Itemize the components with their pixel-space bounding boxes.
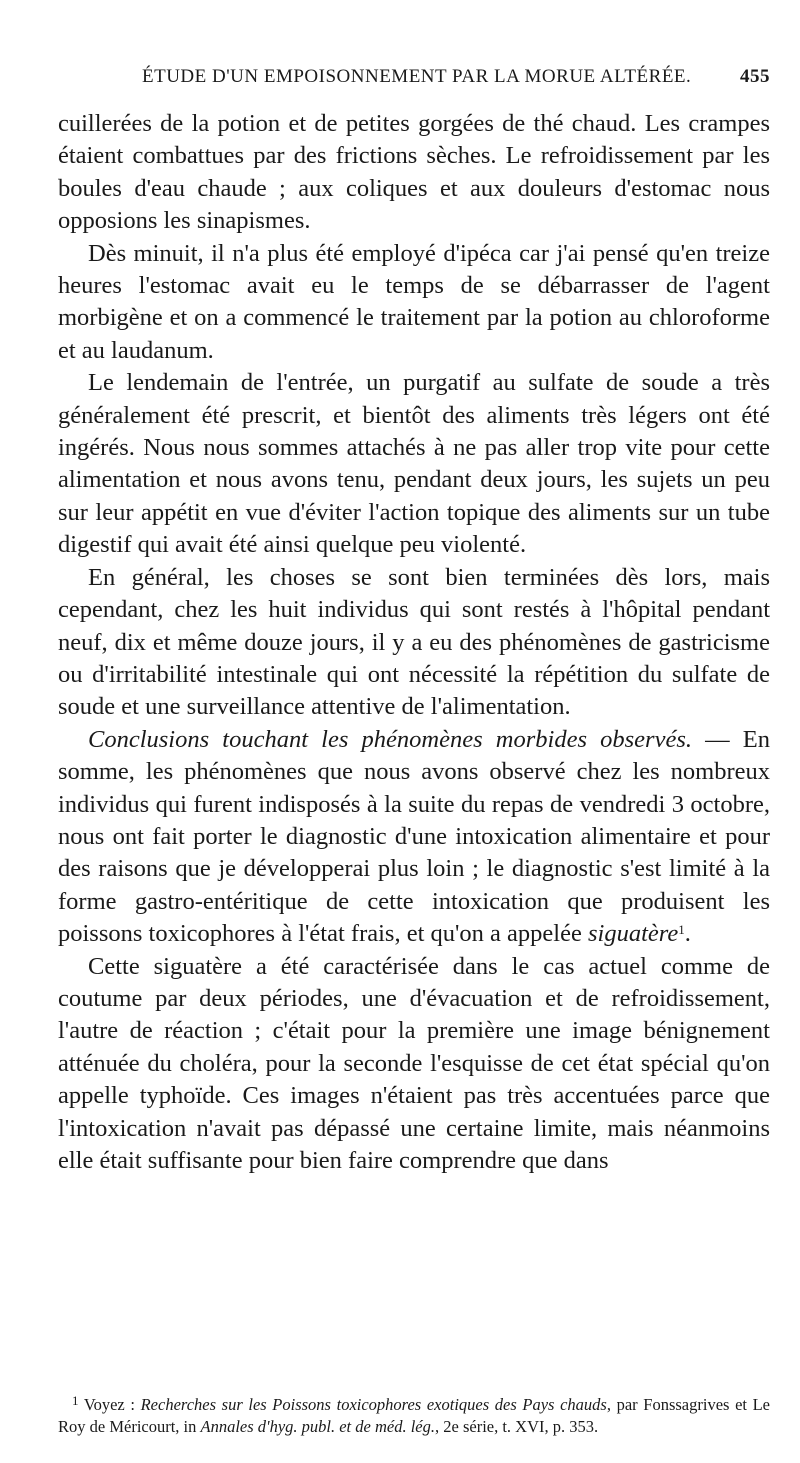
running-title: ÉTUDE D'UN EMPOISONNEMENT PAR LA MORUE ALTÉRÉE. [142, 66, 692, 87]
footnote-authors: , par Fonssagrives et Le Roy de Méricourt, in [58, 1395, 771, 1436]
paragraph-conclusions [58, 724, 770, 951]
footnote-journal: Annales d'hyg. publ. et de méd. lég. [200, 1416, 435, 1436]
footnote-title: Recherches sur les Poissons toxicophores exotiques des Pays chauds [140, 1395, 607, 1414]
paragraph-minuit: Dès minuit, il n'a plus été employé d'ipéca car j'ai pensé qu'en treize heures l'estomac avait eu le temps de se débarrasser de l'agent morbigène et on a commencé le traitement par la potion au chloroforme et au laudanum. [58, 239, 770, 364]
paragraph-siguatere: Cette siguatère a été caractérisée dans le cas actuel comme de coutume par deux périodes, une d'évacuation et de refroidissement, l'autre de réaction ; c'était pour la première une image bénignement atténuée du choléra, pour la seconde l'esquisse de cet état spécial qu'on appelle typhoïde. Ces images n'étaient pas très accentuées parce que l'intoxication n'avait pas dépassé une certaine limite, mais néanmoins elle était suffisante pour bien faire comprendre que dans [58, 952, 770, 1174]
paragraph-general: En général, les choses se sont bien terminées dès lors, mais cependant, chez les huit individus qui sont restés à l'hôpital pendant neuf, dix et même douze jours, il y a eu des phénomènes de gastricisme ou d'irritabilité intestinale qui ont nécessité la répétition du sulfate de soude et une surveillance attentive de l'alimentation. [58, 563, 770, 721]
footnote-marker: 1 [72, 1393, 79, 1408]
conclusions-end: . [684, 920, 691, 948]
paragraph-lendemain: Le lendemain de l'entrée, un purgatif au sulfate de soude a très généralement été prescrit, et bientôt des aliments très légers ont été ingérés. Nous nous sommes attachés à ne pas aller trop vite pour cette alimentation et nous avons tenu, pendant deux jours, les sujets un peu sur leur appétit en vue d'éviter l'action topique des aliments sur un tube digestif qui avait été ainsi quelque peu violenté. [58, 369, 770, 559]
footnote-reference: 1 [678, 922, 685, 938]
footnote-lead: Voyez : [78, 1395, 141, 1414]
conclusions-heading: Conclusions touchant les phénomènes morbides observés. [88, 725, 692, 753]
page-header [118, 64, 770, 94]
siguatere-term: siguatère [587, 920, 679, 948]
paragraph-continuation: cuillerées de la potion et de petites gorgées de thé chaud. Les crampes étaient combattues par des frictions sèches. Le refroidissement par les boules d'eau chaude ; aux coliques et aux douleurs d'estomac nous opposions les sinapismes. [58, 110, 770, 235]
conclusions-text: — En somme, les phénomènes que nous avons observé chez les nombreux individus qui furent indisposés à la suite du repas de vendredi 3 octobre, nous ont fait porter le diagnostic d'une intoxication alimentaire et pour des raisons que je développerai plus loin ; le diagnostic s'est limité à la forme gastro-entéritique de cette intoxication que produisent les poissons toxicophores à l'état frais, et qu'on a appelée [58, 725, 770, 948]
footnote [58, 1394, 770, 1437]
page-number: 455 [740, 66, 770, 87]
body-text [58, 108, 770, 1177]
footnote-details: , 2e série, t. XVI, p. 353. [435, 1416, 599, 1436]
